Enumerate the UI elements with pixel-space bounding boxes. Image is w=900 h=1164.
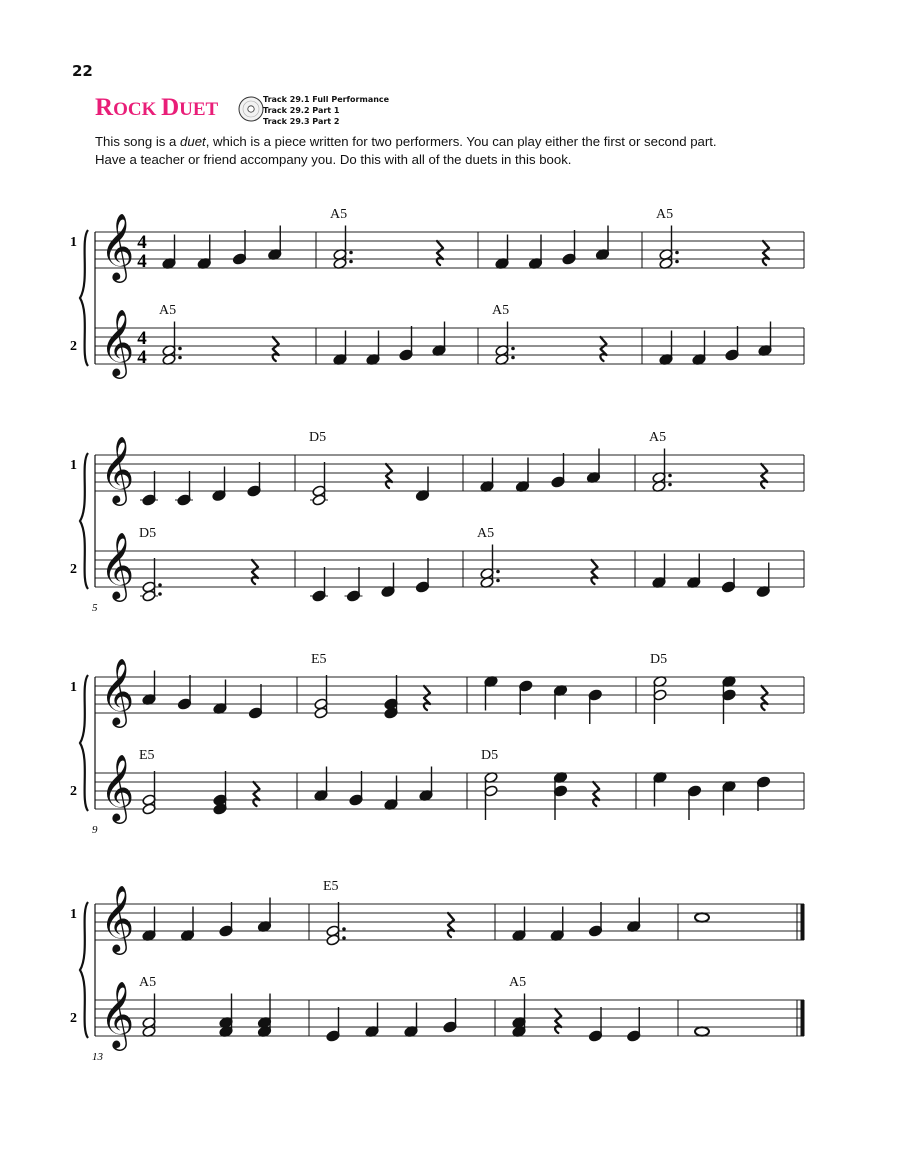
note-head (695, 1027, 709, 1035)
staff-brace (80, 902, 88, 1038)
measure-number: 9 (92, 824, 98, 836)
staff-brace (80, 453, 88, 589)
dot (668, 474, 672, 478)
chord-symbol: A5 (139, 975, 157, 990)
measure-number: 5 (92, 602, 98, 614)
time-signature-top: 4 (137, 328, 147, 349)
dot (158, 583, 162, 587)
time-signature-top: 4 (137, 232, 147, 253)
dot (342, 936, 346, 940)
dot (668, 483, 672, 487)
chord-symbol: A5 (477, 526, 495, 541)
quarter-rest (424, 686, 430, 710)
chord-symbol: D5 (481, 748, 499, 763)
staff-brace (80, 230, 88, 366)
title-rest-1: OCK (113, 99, 162, 120)
treble-clef-icon: 𝄞 (100, 533, 135, 598)
quarter-rest (761, 686, 767, 710)
track-item: Track 29.2 Part 1 (263, 106, 340, 115)
part-label: 2 (70, 1011, 77, 1026)
quarter-rest (761, 464, 767, 488)
dot (158, 592, 162, 596)
chord-symbol: E5 (311, 652, 327, 667)
dot (342, 927, 346, 931)
quarter-rest (253, 782, 259, 806)
track-item: Track 29.3 Part 2 (263, 117, 340, 126)
chord-symbol: A5 (159, 303, 177, 318)
chord-symbol: A5 (330, 207, 348, 222)
quarter-rest (448, 913, 454, 937)
quarter-rest (252, 560, 258, 584)
quarter-rest (386, 464, 392, 488)
treble-clef-icon: 𝄞 (100, 214, 135, 279)
intro-text-start: This song is a (95, 134, 181, 149)
treble-clef-icon: 𝄞 (100, 982, 135, 1047)
quarter-rest (591, 560, 597, 584)
chord-symbol: A5 (509, 975, 527, 990)
page-number: 22 (72, 62, 93, 80)
part-label: 2 (70, 339, 77, 354)
quarter-rest (600, 337, 606, 361)
dot (349, 260, 353, 264)
treble-clef-icon: 𝄞 (100, 886, 135, 951)
chord-symbol: E5 (323, 879, 339, 894)
note-head (695, 913, 709, 921)
chord-symbol: D5 (309, 430, 327, 445)
track-item: Track 29.1 Full Performance (263, 95, 390, 104)
part-label: 1 (70, 680, 77, 695)
chord-symbol: D5 (650, 652, 668, 667)
chord-symbol: E5 (139, 748, 155, 763)
treble-clef-icon: 𝄞 (100, 310, 135, 375)
treble-clef-icon: 𝄞 (100, 437, 135, 502)
title-rest-2: UET (179, 99, 219, 120)
quarter-rest (763, 241, 769, 265)
quarter-rest (555, 1009, 561, 1033)
dot (511, 356, 515, 360)
measure-number: 13 (92, 1051, 103, 1063)
part-label: 1 (70, 907, 77, 922)
dot (178, 356, 182, 360)
part-label: 1 (70, 458, 77, 473)
part-label: 1 (70, 235, 77, 250)
chord-symbol: A5 (656, 207, 674, 222)
intro-emphasis: duet (180, 134, 206, 149)
chord-symbol: A5 (492, 303, 510, 318)
time-signature-bottom: 4 (137, 347, 147, 368)
intro-text-end: , which is a piece written for two performers. You can play either the first or second part. Have a teacher or friend accompany you. Do this with all of the duets in this book. (95, 134, 717, 167)
quarter-rest (593, 782, 599, 806)
part-label: 2 (70, 562, 77, 577)
dot (511, 347, 515, 351)
title-initial-1: R (95, 94, 114, 121)
dot (349, 251, 353, 255)
quarter-rest (273, 337, 279, 361)
dot (178, 347, 182, 351)
chord-symbol: D5 (139, 526, 157, 541)
chord-symbol: A5 (649, 430, 667, 445)
time-signature-bottom: 4 (137, 251, 147, 272)
treble-clef-icon: 𝄞 (100, 755, 135, 820)
title-initial-2: D (161, 94, 180, 121)
part-label: 2 (70, 784, 77, 799)
dot (675, 251, 679, 255)
treble-clef-icon: 𝄞 (100, 659, 135, 724)
dot (675, 260, 679, 264)
dot (496, 579, 500, 583)
staff-brace (80, 675, 88, 811)
quarter-rest (437, 241, 443, 265)
dot (496, 570, 500, 574)
